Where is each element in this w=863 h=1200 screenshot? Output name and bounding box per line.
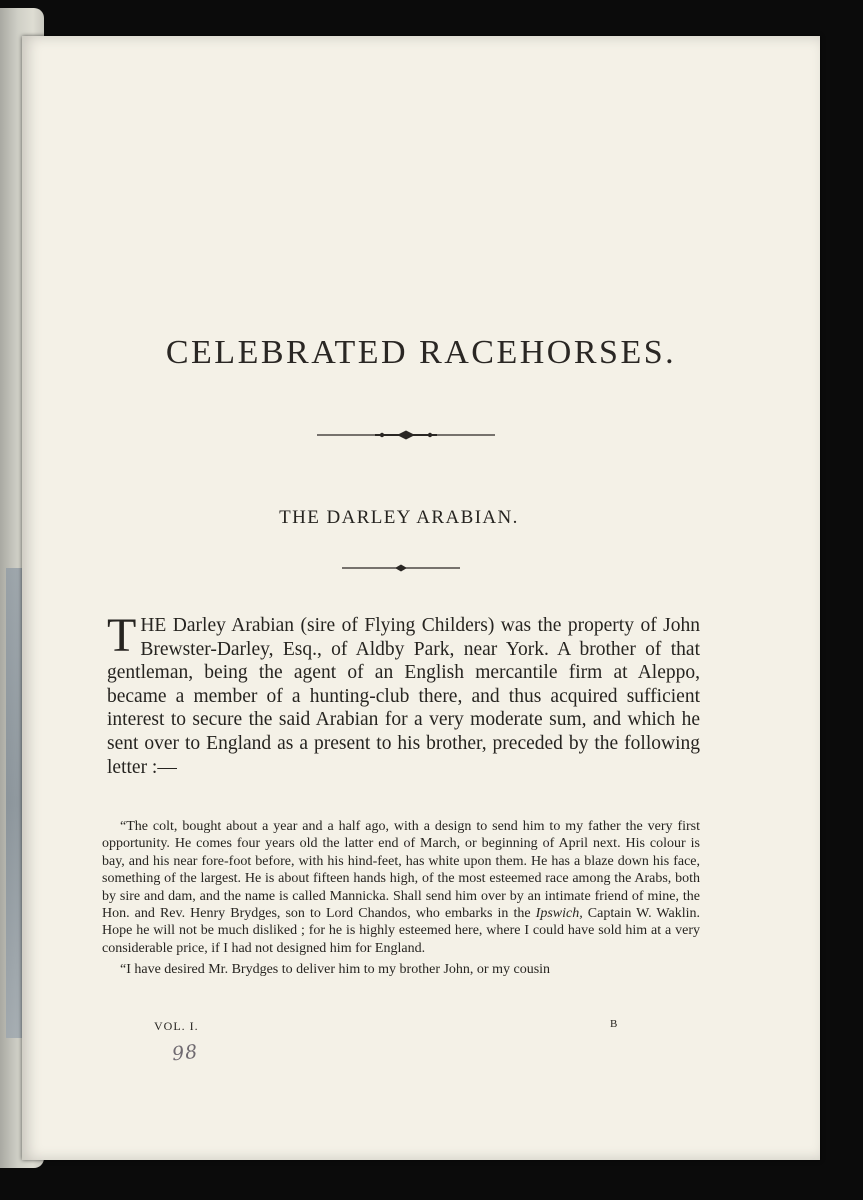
quote-text-1a: “The colt, bought about a year and a half ago, with a design to send him to my father the very first opportunity. He comes four years old the latter end of March, or beginning of April next. His colour is bay, and his near fore-foot before, with his hind-feet, has white upon them. He has a blaze down his face, something of the largest. He is about fifteen hands high, of the most esteemed race among the Arabs, both by sire and dam, and the name is called Mannicka. Shall send him over by an intimate friend of mine, the Hon. and Rev. Henry Brydges, son to Lord Chandos, who embarks in the bbox=[102, 819, 700, 922]
ship-name: Ipswich, bbox=[535, 906, 583, 922]
handwritten-note: 98 bbox=[170, 1040, 200, 1066]
body-text: HE Darley Arabian (sire of Flying Childers) was the property of John Brewster-Darley, Esq., of Aldby Park, near York. A brother of that gentleman, being the agent of an English mercantile firm at Aleppo, became a member of a hunting-club there, and thus acquired sufficient interest to secure the said Arabian for a very moderate sum, and which he sent over to England as a present to his brother, preceded by the following letter :— bbox=[107, 615, 700, 778]
signature-mark: B bbox=[610, 1018, 618, 1030]
page-title: CELEBRATED RACEHORSES. bbox=[165, 334, 677, 371]
quote-paragraph-2: “I have desired Mr. Brydges to deliver him to my brother John, or my cousin bbox=[120, 962, 551, 978]
letter-quote bbox=[102, 818, 700, 979]
body-paragraph bbox=[107, 609, 700, 779]
drop-cap: T bbox=[107, 609, 137, 662]
section-title: THE DARLEY ARABIAN. bbox=[279, 507, 519, 528]
quote-text-1b: Captain W. Waklin. Hope he will not be much disliked ; for he is highly esteemed here, where I could have sold him at a very considerable price, if I had not designed him for England. bbox=[102, 906, 700, 956]
small-divider-icon bbox=[342, 563, 460, 573]
quote-paragraph-1 bbox=[102, 818, 700, 957]
book-page bbox=[22, 36, 820, 1160]
volume-mark: VOL. I. bbox=[154, 1019, 199, 1033]
ornament-divider-icon bbox=[317, 428, 495, 442]
